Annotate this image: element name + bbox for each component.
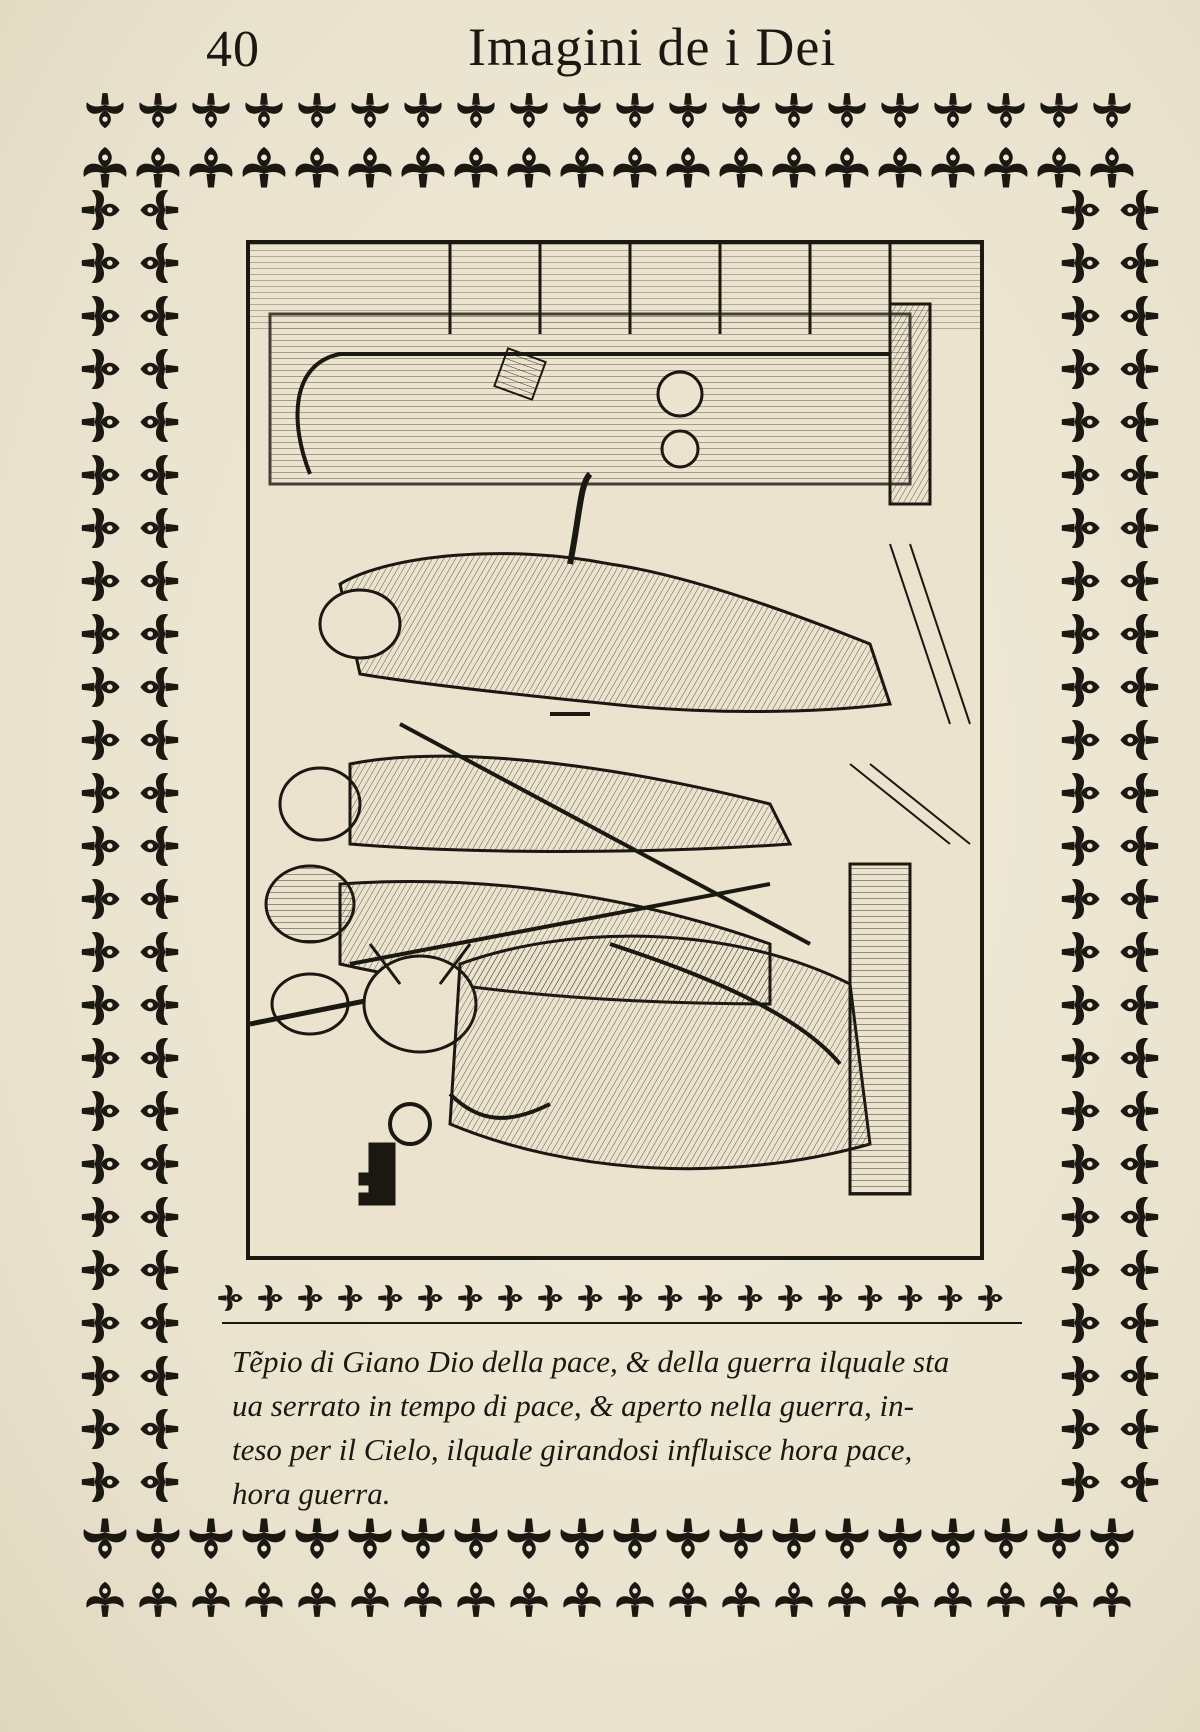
fleur-ornament-icon (258, 1285, 282, 1311)
fleur-ornament-icon (778, 1285, 802, 1311)
fleur-ornament-icon (1120, 1091, 1158, 1131)
fleur-ornament-icon (1062, 1409, 1100, 1449)
fleur-ornament-icon (934, 93, 971, 128)
fleur-ornament-icon (140, 1038, 178, 1078)
fleur-ornament-icon (82, 508, 120, 548)
fleur-ornament-icon (561, 1519, 604, 1560)
fleur-ornament-icon (1040, 93, 1077, 128)
fleur-ornament-icon (245, 93, 282, 128)
fleur-ornament-icon (985, 147, 1028, 188)
fleur-ornament-icon (1120, 826, 1158, 866)
fleur-ornament-icon (667, 147, 710, 188)
fleur-ornament-icon (669, 93, 706, 128)
fleur-ornament-icon (82, 349, 120, 389)
fleur-ornament-icon (82, 561, 120, 601)
fleur-ornament-icon (82, 1144, 120, 1184)
fleur-ornament-icon (139, 1582, 176, 1617)
fleur-ornament-icon (538, 1285, 562, 1311)
fleur-ornament-icon (667, 1519, 710, 1560)
fleur-ornament-icon (86, 93, 123, 128)
fleur-ornament-icon (82, 455, 120, 495)
fleur-ornament-icon (190, 147, 233, 188)
fleur-ornament-icon (1062, 932, 1100, 972)
fleur-ornament-icon (498, 1285, 522, 1311)
fleur-ornament-icon (84, 1519, 127, 1560)
fleur-ornament-icon (192, 1582, 229, 1617)
fleur-ornament-icon (402, 147, 445, 188)
fleur-ornament-icon (1120, 773, 1158, 813)
fleur-ornament-icon (1120, 349, 1158, 389)
fleur-ornament-icon (140, 667, 178, 707)
fleur-ornament-icon (828, 1582, 865, 1617)
fleur-ornament-icon (738, 1285, 762, 1311)
fleur-ornament-icon (140, 1144, 178, 1184)
fleur-ornament-icon (898, 1285, 922, 1311)
fleur-ornament-icon (140, 1409, 178, 1449)
running-title: Imagini de i Dei (468, 17, 837, 77)
fleur-ornament-icon (298, 93, 335, 128)
page-number: 40 (206, 21, 260, 78)
fleur-ornament-icon (140, 402, 178, 442)
fleur-ornament-icon (1062, 1144, 1100, 1184)
fleur-ornament-icon (82, 932, 120, 972)
fleur-ornament-icon (563, 1582, 600, 1617)
fleur-ornament-icon (245, 1582, 282, 1617)
fleur-ornament-icon (351, 1582, 388, 1617)
fleur-ornament-icon (1120, 1038, 1158, 1078)
fleur-ornament-icon (82, 190, 120, 230)
fleur-ornament-icon (1062, 720, 1100, 760)
fleur-ornament-icon (775, 93, 812, 128)
fleur-ornament-icon (614, 147, 657, 188)
fleur-ornament-icon (140, 1356, 178, 1396)
fleur-ornament-icon (1062, 1356, 1100, 1396)
caption-line-1: Tẽpio di Giano Dio della pace, & della guerra ilquale sta (232, 1344, 950, 1379)
fleur-ornament-icon (192, 93, 229, 128)
fleur-ornament-icon (378, 1285, 402, 1311)
fleur-ornament-icon (455, 1519, 498, 1560)
fleur-ornament-icon (1062, 614, 1100, 654)
fleur-ornament-icon (296, 1519, 339, 1560)
fleur-ornament-icon (82, 826, 120, 866)
fleur-ornament-icon (1062, 1303, 1100, 1343)
fleur-ornament-icon (773, 1519, 816, 1560)
fleur-ornament-icon (722, 93, 759, 128)
fleur-ornament-icon (722, 1582, 759, 1617)
fleur-ornament-icon (82, 402, 120, 442)
fleur-ornament-icon (1120, 1197, 1158, 1237)
fleur-ornament-icon (775, 1582, 812, 1617)
fleur-ornament-icon (82, 1197, 120, 1237)
caption-line-4: hora guerra. (232, 1476, 391, 1511)
fleur-ornament-icon (1120, 243, 1158, 283)
fleur-ornament-icon (243, 147, 286, 188)
fleur-ornament-icon (190, 1519, 233, 1560)
fleur-ornament-icon (82, 1303, 120, 1343)
fleur-ornament-icon (563, 93, 600, 128)
fleur-ornament-icon (140, 932, 178, 972)
fleur-ornament-icon (137, 1519, 180, 1560)
fleur-ornament-icon (1038, 1519, 1081, 1560)
fleur-ornament-icon (616, 1582, 653, 1617)
fleur-ornament-icon (349, 147, 392, 188)
fleur-ornament-icon (1120, 1462, 1158, 1502)
fleur-ornament-icon (1040, 1582, 1077, 1617)
fleur-ornament-icon (402, 1519, 445, 1560)
fleur-ornament-icon (1120, 1250, 1158, 1290)
fleur-ornament-icon (985, 1519, 1028, 1560)
fleur-ornament-icon (1062, 349, 1100, 389)
woodcut-temple-of-janus-icon (250, 244, 980, 1256)
woodcut-illustration (246, 240, 984, 1260)
fleur-ornament-icon (82, 773, 120, 813)
fleur-ornament-icon (140, 243, 178, 283)
fleur-ornament-icon (1062, 402, 1100, 442)
fleur-ornament-icon (1120, 667, 1158, 707)
fleur-ornament-icon (1062, 667, 1100, 707)
fleur-ornament-icon (82, 879, 120, 919)
fleur-ornament-icon (140, 1462, 178, 1502)
fleur-ornament-icon (82, 1409, 120, 1449)
fleur-ornament-icon (82, 1462, 120, 1502)
fleur-ornament-icon (457, 1582, 494, 1617)
fleur-ornament-icon (510, 1582, 547, 1617)
fleur-ornament-icon (1120, 720, 1158, 760)
fleur-ornament-icon (1062, 455, 1100, 495)
fleur-ornament-icon (351, 93, 388, 128)
fleur-ornament-icon (338, 1285, 362, 1311)
fleur-ornament-icon (296, 147, 339, 188)
fleur-ornament-icon (1120, 296, 1158, 336)
fleur-ornament-icon (669, 1582, 706, 1617)
fleur-ornament-icon (1062, 508, 1100, 548)
fleur-ornament-icon (349, 1519, 392, 1560)
fleur-ornament-icon (1091, 147, 1134, 188)
fleur-ornament-icon (934, 1582, 971, 1617)
fleur-ornament-icon (987, 93, 1024, 128)
fleur-ornament-icon (881, 93, 918, 128)
fleur-ornament-icon (82, 667, 120, 707)
fleur-ornament-icon (826, 147, 869, 188)
fleur-ornament-icon (457, 93, 494, 128)
caption-line-3: teso per il Cielo, ilquale girandosi influisce hora pace, (232, 1432, 913, 1467)
fleur-ornament-icon (1038, 147, 1081, 188)
fleur-ornament-icon (561, 147, 604, 188)
fleur-ornament-icon (578, 1285, 602, 1311)
fleur-ornament-icon (140, 561, 178, 601)
fleur-ornament-icon (1120, 402, 1158, 442)
fleur-ornament-icon (828, 93, 865, 128)
fleur-ornament-icon (1120, 879, 1158, 919)
fleur-ornament-icon (818, 1285, 842, 1311)
fleur-ornament-icon (455, 147, 498, 188)
fleur-ornament-icon (140, 720, 178, 760)
fleur-ornament-icon (1062, 561, 1100, 601)
fleur-ornament-icon (1062, 879, 1100, 919)
fleur-ornament-icon (298, 1582, 335, 1617)
fleur-ornament-icon (658, 1285, 682, 1311)
fleur-ornament-icon (140, 614, 178, 654)
fleur-ornament-icon (720, 147, 763, 188)
fleur-ornament-icon (1120, 455, 1158, 495)
fleur-ornament-icon (618, 1285, 642, 1311)
caption-divider (222, 1322, 1022, 1324)
fleur-ornament-icon (1093, 93, 1130, 128)
fleur-ornament-icon (1062, 243, 1100, 283)
fleur-ornament-icon (1062, 1038, 1100, 1078)
fleur-ornament-icon (1062, 190, 1100, 230)
fleur-ornament-icon (1062, 1250, 1100, 1290)
fleur-ornament-icon (140, 1091, 178, 1131)
fleur-ornament-icon (1120, 508, 1158, 548)
fleur-ornament-icon (1120, 190, 1158, 230)
fleur-ornament-icon (137, 147, 180, 188)
fleur-ornament-icon (140, 455, 178, 495)
fleur-ornament-icon (82, 985, 120, 1025)
fleur-ornament-icon (1120, 1303, 1158, 1343)
fleur-ornament-icon (140, 1303, 178, 1343)
fleur-ornament-icon (82, 1038, 120, 1078)
fleur-ornament-icon (82, 614, 120, 654)
fleur-ornament-icon (978, 1285, 1002, 1311)
fleur-ornament-icon (1091, 1519, 1134, 1560)
fleur-ornament-icon (932, 147, 975, 188)
fleur-ornament-icon (938, 1285, 962, 1311)
fleur-ornament-icon (1120, 1409, 1158, 1449)
fleur-ornament-icon (1062, 296, 1100, 336)
fleur-ornament-icon (140, 1197, 178, 1237)
fleur-ornament-icon (1120, 1356, 1158, 1396)
fleur-ornament-icon (82, 1250, 120, 1290)
fleur-ornament-icon (82, 243, 120, 283)
fleur-ornament-icon (1062, 773, 1100, 813)
fleur-ornament-icon (614, 1519, 657, 1560)
fleur-ornament-icon (140, 879, 178, 919)
fleur-ornament-icon (616, 93, 653, 128)
fleur-ornament-icon (1120, 614, 1158, 654)
fleur-ornament-icon (140, 1250, 178, 1290)
fleur-ornament-icon (1120, 1144, 1158, 1184)
fleur-ornament-icon (1062, 1462, 1100, 1502)
fleur-ornament-icon (1062, 1091, 1100, 1131)
fleur-ornament-icon (1062, 1197, 1100, 1237)
caption-line-2: ua serrato in tempo di pace, & aperto nella guerra, in- (232, 1388, 914, 1423)
fleur-ornament-icon (140, 773, 178, 813)
fleur-ornament-icon (720, 1519, 763, 1560)
fleur-ornament-icon (139, 93, 176, 128)
fleur-ornament-icon (698, 1285, 722, 1311)
fleur-ornament-icon (1120, 985, 1158, 1025)
fleur-ornament-icon (508, 147, 551, 188)
fleur-ornament-icon (418, 1285, 442, 1311)
fleur-ornament-icon (404, 1582, 441, 1617)
fleur-ornament-icon (773, 147, 816, 188)
fleur-ornament-icon (879, 1519, 922, 1560)
fleur-ornament-icon (826, 1519, 869, 1560)
fleur-ornament-icon (140, 349, 178, 389)
fleur-ornament-icon (140, 985, 178, 1025)
fleur-ornament-icon (82, 720, 120, 760)
fleur-ornament-icon (1120, 561, 1158, 601)
fleur-ornament-icon (84, 147, 127, 188)
fleur-ornament-icon (508, 1519, 551, 1560)
fleur-ornament-icon (140, 508, 178, 548)
fleur-ornament-icon (82, 1356, 120, 1396)
fleur-ornament-icon (1093, 1582, 1130, 1617)
fleur-ornament-icon (932, 1519, 975, 1560)
fleur-ornament-icon (987, 1582, 1024, 1617)
fleur-ornament-icon (243, 1519, 286, 1560)
fleur-ornament-icon (82, 1091, 120, 1131)
fleur-ornament-icon (458, 1285, 482, 1311)
fleur-ornament-icon (140, 826, 178, 866)
fleur-ornament-icon (1062, 985, 1100, 1025)
fleur-ornament-icon (298, 1285, 322, 1311)
fleur-ornament-icon (1120, 932, 1158, 972)
fleur-ornament-icon (82, 296, 120, 336)
fleur-ornament-icon (140, 190, 178, 230)
fleur-ornament-icon (218, 1285, 242, 1311)
fleur-ornament-icon (881, 1582, 918, 1617)
fleur-ornament-icon (510, 93, 547, 128)
fleur-ornament-icon (140, 296, 178, 336)
fleur-ornament-icon (879, 147, 922, 188)
fleur-ornament-icon (1062, 826, 1100, 866)
fleur-ornament-icon (86, 1582, 123, 1617)
fleur-ornament-icon (858, 1285, 882, 1311)
illustration-caption (232, 1340, 1032, 1516)
fleur-ornament-icon (404, 93, 441, 128)
